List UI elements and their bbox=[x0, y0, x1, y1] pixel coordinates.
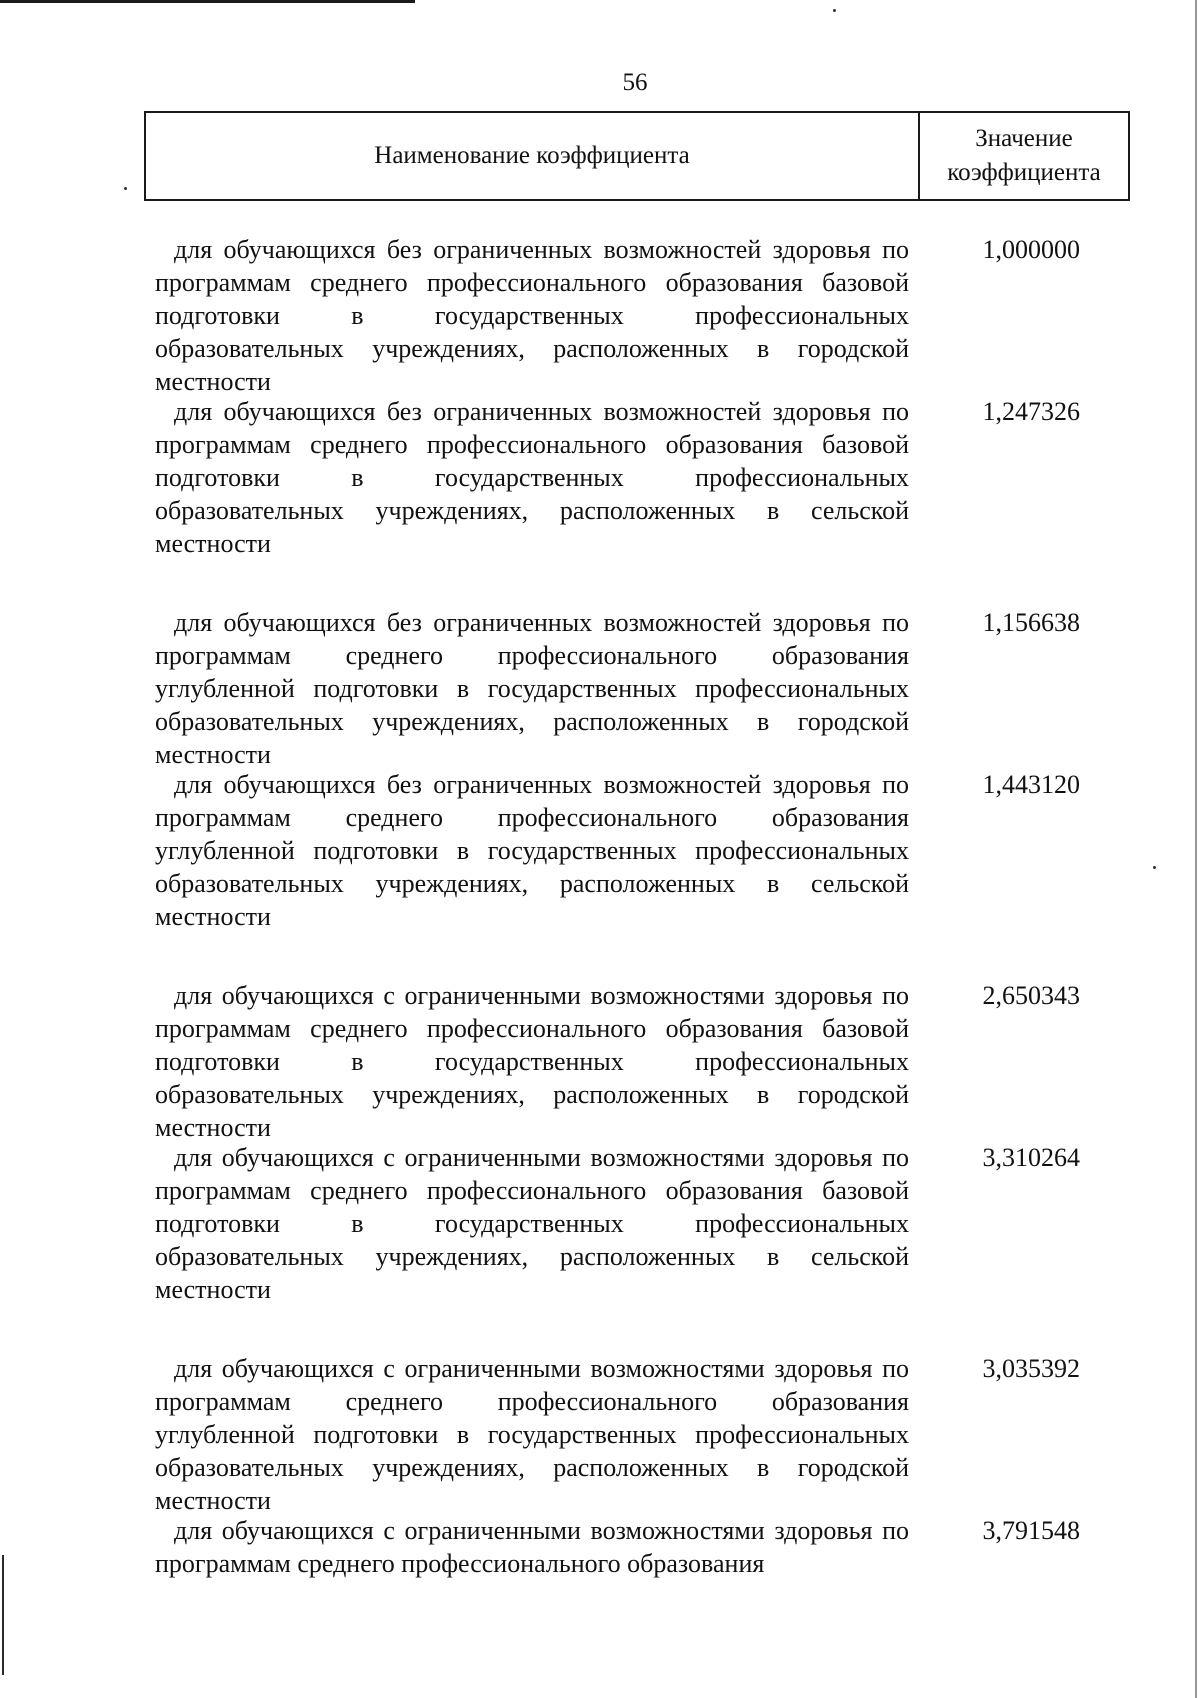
coefficient-value: 3,310264 bbox=[982, 1143, 1080, 1172]
coefficient-value-header bbox=[920, 113, 1128, 199]
coefficient-description: для обучающихся с ограниченными возможностями здоровья по программам среднего профессионального образования углубленной подготовки в государственных профессиональных образовательных учреждениях, расположенных в городской местности bbox=[155, 1354, 909, 1515]
coefficient-description: для обучающихся без ограниченных возможностей здоровья по программам среднего профессионального образования углубленной подготовки в государственных профессиональных образовательных учреждениях, расположенных в городской местности bbox=[155, 608, 909, 769]
top-rule bbox=[0, 0, 415, 3]
coefficient-value: 1,000000 bbox=[982, 235, 1080, 264]
scan-edge-line bbox=[1195, 0, 1197, 1698]
scan-speck bbox=[833, 9, 836, 12]
coefficient-value: 1,443120 bbox=[982, 770, 1080, 799]
coefficient-value: 2,650343 bbox=[982, 981, 1080, 1010]
coefficient-value: 3,791548 bbox=[982, 1516, 1080, 1545]
coefficient-value: 3,035392 bbox=[982, 1354, 1080, 1383]
coefficient-description: для обучающихся с ограниченными возможностями здоровья по программам среднего профессионального образования базовой подготовки в государственных профессиональных образовательных учреждениях, расположенных в городской местности bbox=[155, 981, 909, 1142]
scan-margin-line bbox=[2, 1555, 4, 1675]
table-header bbox=[144, 111, 1130, 201]
page-number: 56 bbox=[622, 69, 648, 96]
coefficient-value: 1,247326 bbox=[982, 397, 1080, 426]
coefficient-description: для обучающихся с ограниченными возможностями здоровья по программам среднего профессионального образования базовой подготовки в государственных профессиональных образовательных учреждениях, расположенных в сельской местности bbox=[155, 1143, 909, 1304]
value-header-line2: коэффициента bbox=[947, 159, 1101, 186]
coefficient-description: для обучающихся с ограниченными возможностями здоровья по программам среднего профессионального образования bbox=[155, 1516, 909, 1578]
coefficient-value: 1,156638 bbox=[982, 608, 1080, 637]
coefficient-name-header: Наименование коэффициента bbox=[146, 113, 920, 199]
scan-speck bbox=[1153, 866, 1156, 869]
coefficient-description: для обучающихся без ограниченных возможностей здоровья по программам среднего профессионального образования базовой подготовки в государственных профессиональных образовательных учреждениях, расположенных в сельской местности bbox=[155, 397, 909, 558]
value-header-line1: Значение bbox=[975, 125, 1073, 152]
coefficient-description: для обучающихся без ограниченных возможностей здоровья по программам среднего профессионального образования углубленной подготовки в государственных профессиональных образовательных учреждениях, расположенных в сельской местности bbox=[155, 770, 909, 931]
coefficient-description: для обучающихся без ограниченных возможностей здоровья по программам среднего профессионального образования базовой подготовки в государственных профессиональных образовательных учреждениях, расположенных в городской местности bbox=[155, 235, 909, 396]
scan-speck bbox=[124, 187, 127, 190]
